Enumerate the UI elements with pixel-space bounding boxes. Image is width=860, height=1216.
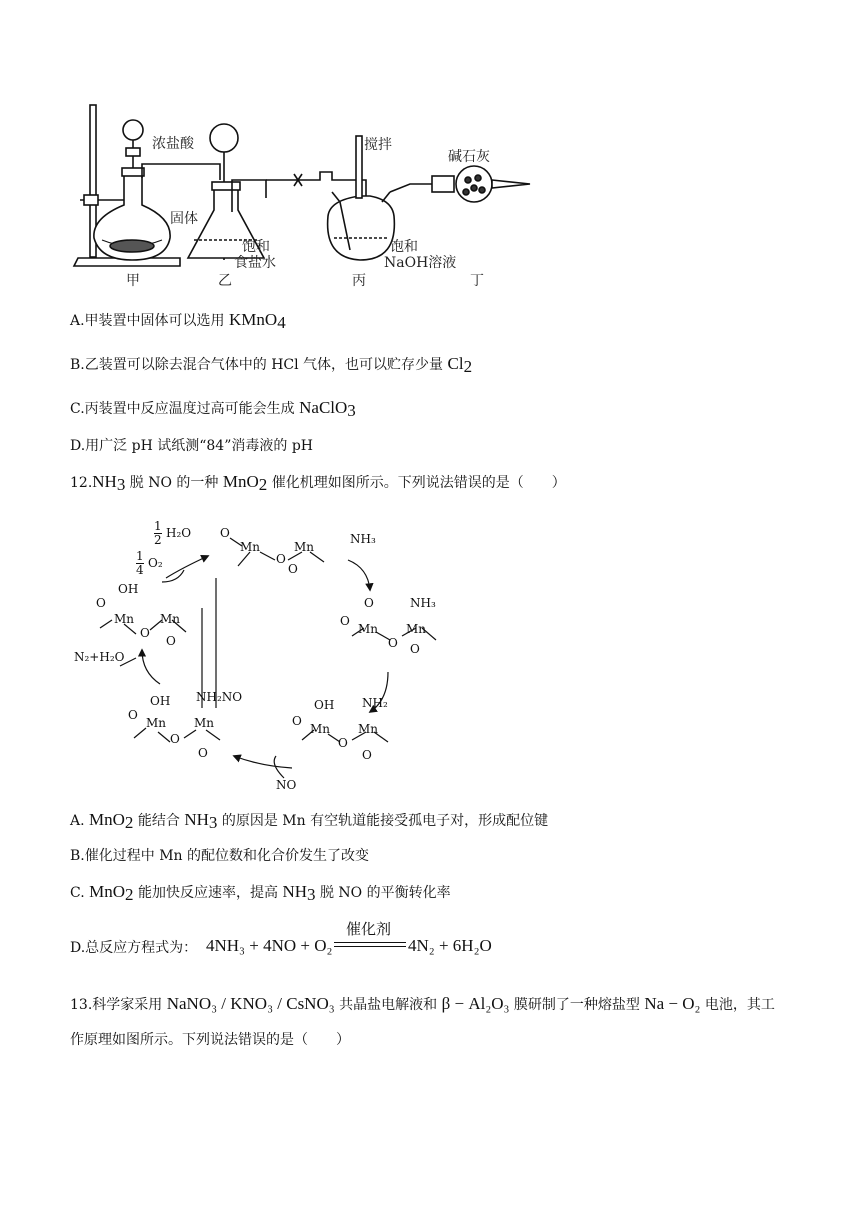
q12-option-d-catalyst: 催化剂	[346, 920, 392, 938]
catalytic-cycle-figure	[70, 508, 450, 798]
q12-option-c: C. MnO$_2$ 能加快反应速率，提高 $NH_3$ 脱 NO 的平衡转化率	[70, 882, 451, 904]
q12-option-b: B.催化过程中 Mn 的配位数和化合价发生了改变	[70, 848, 369, 864]
top-o-left: O	[220, 526, 230, 540]
q11-option-c: C.丙装置中反应温度过高可能会生成 NaClO$_3$	[70, 398, 356, 420]
q11-option-a: A.甲装置中固体可以选用 KMnO$_4$	[70, 310, 286, 332]
device-label-ding: 丁	[470, 273, 484, 289]
label-sat-naoh-2: NaOH溶液	[384, 255, 457, 271]
rb-nh2: NH₂	[362, 696, 388, 710]
frac-half-label: 1 2	[154, 519, 162, 547]
q12-option-d-lhs: 4NH₃ + 4NO + O₂	[206, 936, 333, 955]
lb-mn-left: Mn	[146, 716, 167, 730]
lb-nh2no: NH₂NO	[196, 690, 243, 704]
o2-label: O₂	[148, 556, 163, 570]
label-stir: 搅拌	[364, 137, 392, 153]
apparatus-figure	[70, 100, 540, 290]
lt-mn-left: Mn	[114, 612, 135, 626]
lt-o: O	[96, 596, 106, 610]
nh3-in-label: NH₃	[350, 532, 376, 546]
rt-o2: O	[340, 614, 350, 628]
lb-o-bridge: O	[170, 732, 180, 746]
device-label-yi: 乙	[218, 273, 232, 289]
q13-stem-line1: 13.科学家采用 NaNO₃ / KNO₃ / CsNO₃ 共晶盐电解液和 β − Al₂O₃ 膜研制了一种熔盐型 Na − O₂ 电池，其工	[70, 994, 775, 1013]
rt-o-bottom: O	[410, 642, 420, 656]
top-mn-right: Mn	[294, 540, 315, 554]
q11-option-b: B.乙装置可以除去混合气体中的 HCl 气体，也可以贮存少量 $Cl_2$	[70, 354, 473, 376]
lt-oh: OH	[118, 582, 139, 596]
label-solid: 固体	[170, 211, 198, 227]
rb-o-bottom: O	[362, 748, 372, 762]
lb-o-bottom: O	[198, 746, 208, 760]
apparatus-drawing	[70, 100, 540, 290]
q12-option-d-equals	[334, 942, 406, 947]
label-conc-hcl: 浓盐酸	[152, 136, 194, 152]
device-label-bing: 丙	[352, 273, 366, 289]
lb-o: O	[128, 708, 138, 722]
q11-option-d: D.用广泛 pH 试纸测“84”消毒液的 pH	[70, 438, 313, 454]
top-mn-left: Mn	[240, 540, 261, 554]
rb-o: O	[292, 714, 302, 728]
label-sat-naoh-1: 饱和	[390, 239, 418, 255]
rb-mn-left: Mn	[310, 722, 331, 736]
lt-o-bridge: O	[140, 626, 150, 640]
top-o-bridge: O	[276, 552, 286, 566]
lt-mn-right: Mn	[160, 612, 181, 626]
lb-oh: OH	[150, 694, 171, 708]
q12-option-d-rhs: 4N₂ + 6H₂O	[408, 936, 492, 955]
device-label-jia: 甲	[126, 273, 140, 289]
rt-mn-right: Mn	[406, 622, 427, 636]
rt-mn-left: Mn	[358, 622, 379, 636]
top-o-right: O	[288, 562, 298, 576]
q12-option-a: A. MnO$_2$ 能结合 $NH_3$ 的原因是 Mn 有空轨道能接受孤电子对，形成配位键	[70, 810, 549, 832]
q13-stem-line2: 作原理如图所示。下列说法错误的是（ ）	[70, 1032, 350, 1048]
lt-o-bottom: O	[166, 634, 176, 648]
rb-o-bridge: O	[338, 736, 348, 750]
rt-o-bridge: O	[388, 636, 398, 650]
h2o-label: H₂O	[166, 526, 192, 540]
q12-option-d: D.总反应方程式为：	[70, 940, 198, 956]
q12-stem: $12.NH_3$ 脱 NO 的一种 MnO$_2$ 催化机理如图所示。下列说法错误的是（ ）	[70, 472, 566, 494]
out-label: N₂+H₂O	[74, 650, 125, 664]
label-soda-lime: 碱石灰	[448, 149, 490, 165]
rb-mn-right: Mn	[358, 722, 379, 736]
rt-nh3-bound: NH₃	[410, 596, 436, 610]
rt-o: O	[364, 596, 374, 610]
no-in-label: NO	[276, 778, 297, 792]
label-sat-salt-1: 饱和	[242, 239, 270, 255]
lb-mn-right: Mn	[194, 716, 215, 730]
label-sat-salt-2: 食盐水	[234, 255, 276, 271]
frac-quarter-label: 1 4	[136, 549, 144, 577]
rb-oh: OH	[314, 698, 335, 712]
